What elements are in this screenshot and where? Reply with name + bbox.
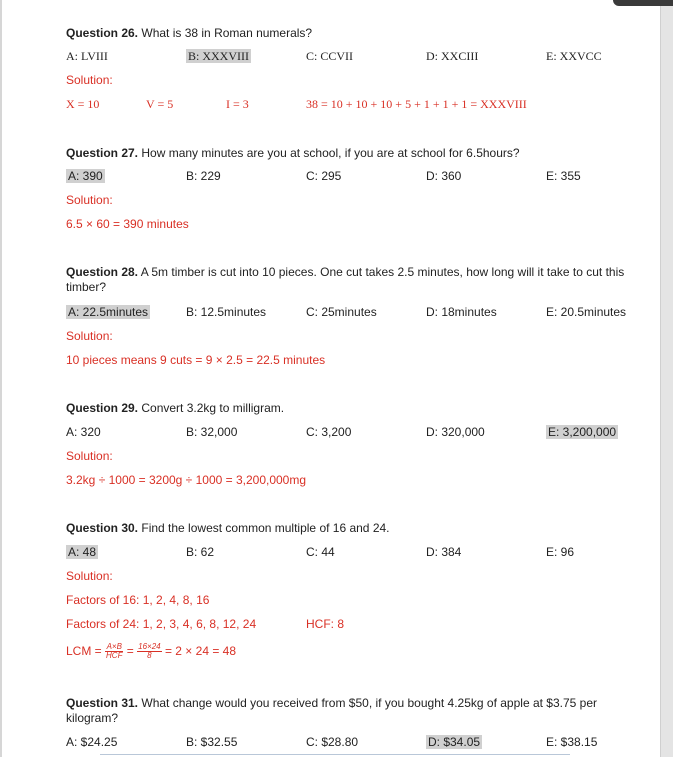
solution-label: Solution: bbox=[66, 449, 113, 463]
scrollbar[interactable] bbox=[660, 0, 673, 757]
option-d: D: 320,000 bbox=[426, 425, 485, 439]
solution-label: Solution: bbox=[66, 569, 113, 583]
option-c: C: 44 bbox=[306, 545, 335, 559]
option-d: D: 384 bbox=[426, 545, 462, 559]
option-c: C: 3,200 bbox=[306, 425, 352, 439]
option-d: D: 18minutes bbox=[426, 305, 497, 319]
fraction-denominator: HCF bbox=[106, 651, 123, 661]
solution-line: Factors of 16: 1, 2, 4, 8, 16 bbox=[66, 593, 210, 607]
fraction bbox=[137, 643, 161, 660]
question-26 bbox=[66, 26, 626, 41]
option-b: B: 229 bbox=[186, 169, 221, 183]
fraction bbox=[105, 643, 123, 660]
lcm-result: = 2 × 24 = 48 bbox=[161, 644, 237, 658]
solution-line: 3.2kg ÷ 1000 = 3200g ÷ 1000 = 3,200,000mg bbox=[66, 473, 307, 487]
solution-part: 38 = 10 + 10 + 10 + 5 + 1 + 1 + 1 = XXXVIII bbox=[306, 97, 527, 111]
fraction-numerator: A×B bbox=[106, 642, 122, 652]
lcm-prefix: LCM = bbox=[66, 644, 106, 658]
solution-line: 6.5 × 60 = 390 minutes bbox=[66, 217, 189, 231]
lcm-formula bbox=[66, 641, 236, 661]
option-highlight: D: $34.05 bbox=[428, 735, 481, 749]
question-label: Question 30. bbox=[66, 521, 139, 535]
equals-sign: = bbox=[123, 644, 138, 658]
fraction-denominator: 8 bbox=[147, 651, 152, 661]
option-e: E: 96 bbox=[546, 545, 575, 559]
option-c: C: 25minutes bbox=[306, 305, 377, 319]
solution-label: Solution: bbox=[66, 329, 113, 343]
option-e-selected bbox=[546, 425, 618, 440]
option-e: E: 20.5minutes bbox=[546, 305, 627, 319]
option-highlight: B: XXXVIII bbox=[188, 49, 249, 63]
question-label: Question 27. bbox=[66, 146, 139, 160]
question-27 bbox=[66, 146, 626, 161]
option-highlight: A: 48 bbox=[68, 545, 97, 559]
option-highlight: A: 22.5minutes bbox=[68, 305, 149, 319]
question-29 bbox=[66, 401, 626, 416]
question-text: How many minutes are you at school, if you are at school for 6.5hours? bbox=[138, 146, 520, 160]
option-e: E: XXVCC bbox=[546, 49, 602, 63]
question-label: Question 26. bbox=[66, 26, 139, 40]
option-a: A: 320 bbox=[66, 425, 101, 439]
solution-label: Solution: bbox=[66, 193, 113, 207]
option-b: B: 32,000 bbox=[186, 425, 238, 439]
fraction-numerator: 16×24 bbox=[138, 642, 161, 652]
option-d: D: XXCIII bbox=[426, 49, 479, 63]
hcf-value: HCF: 8 bbox=[306, 617, 345, 631]
option-highlight: E: 3,200,000 bbox=[548, 425, 617, 439]
option-a: A: $24.25 bbox=[66, 735, 118, 749]
option-a-selected bbox=[66, 305, 150, 320]
option-b: B: 12.5minutes bbox=[186, 305, 267, 319]
question-text: What is 38 in Roman numerals? bbox=[138, 26, 313, 40]
option-a: A: LVIII bbox=[66, 49, 108, 63]
question-text: A 5m timber is cut into 10 pieces. One cut takes 2.5 minutes, how long will it take to cut this timber? bbox=[66, 265, 625, 294]
window-corner bbox=[613, 0, 673, 6]
option-a-selected bbox=[66, 169, 105, 184]
solution-part: I = 3 bbox=[226, 97, 249, 111]
solution-part: V = 5 bbox=[146, 97, 174, 111]
option-e: E: $38.15 bbox=[546, 735, 598, 749]
solution-label: Solution: bbox=[66, 73, 113, 87]
solution-line: Factors of 24: 1, 2, 3, 4, 6, 8, 12, 24 bbox=[66, 617, 257, 631]
question-31 bbox=[66, 696, 626, 726]
option-b: B: 62 bbox=[186, 545, 215, 559]
question-text: What change would you received from $50, if you bought 4.25kg of apple at $3.75 per kilogram? bbox=[66, 696, 597, 725]
option-d: D: 360 bbox=[426, 169, 462, 183]
question-text: Find the lowest common multiple of 16 and 24. bbox=[138, 521, 390, 535]
option-a-selected bbox=[66, 545, 98, 560]
solution-line: 10 pieces means 9 cuts = 9 × 2.5 = 22.5 minutes bbox=[66, 353, 326, 367]
option-b-selected bbox=[186, 49, 251, 64]
question-label: Question 29. bbox=[66, 401, 139, 415]
question-30 bbox=[66, 521, 626, 536]
question-28 bbox=[66, 265, 626, 295]
option-e: E: 355 bbox=[546, 169, 581, 183]
option-c: C: CCVII bbox=[306, 49, 354, 63]
solution-part: X = 10 bbox=[66, 97, 100, 111]
page-divider bbox=[100, 754, 570, 755]
option-highlight: A: 390 bbox=[68, 169, 103, 183]
question-label: Question 28. bbox=[66, 265, 139, 279]
question-label: Question 31. bbox=[66, 696, 139, 710]
question-text: Convert 3.2kg to milligram. bbox=[138, 401, 285, 415]
option-c: C: 295 bbox=[306, 169, 342, 183]
option-b: B: $32.55 bbox=[186, 735, 238, 749]
option-d-selected bbox=[426, 735, 482, 750]
option-c: C: $28.80 bbox=[306, 735, 359, 749]
